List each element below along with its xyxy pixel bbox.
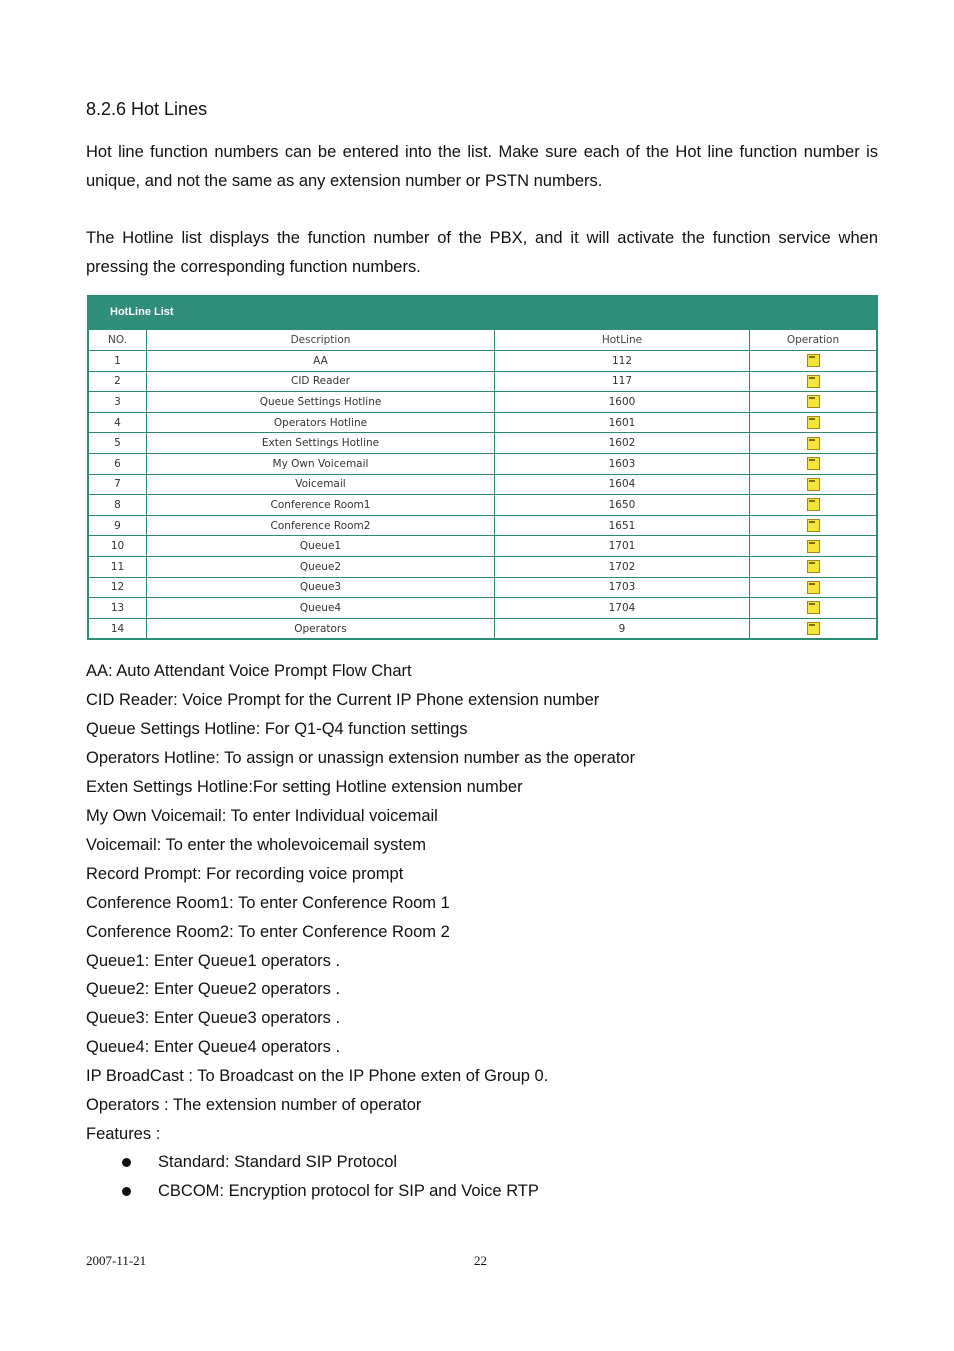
cell-hotline: 1600 (495, 392, 750, 413)
edit-icon[interactable] (807, 622, 820, 635)
cell-no: 14 (89, 618, 147, 639)
cell-no: 3 (89, 392, 147, 413)
feature-text: Standard: Standard SIP Protocol (158, 1153, 398, 1171)
cell-no: 13 (89, 598, 147, 619)
cell-description: Queue3 (147, 577, 495, 598)
cell-hotline: 1704 (495, 598, 750, 619)
edit-icon[interactable] (807, 478, 820, 491)
cell-no: 2 (89, 371, 147, 392)
table-row (89, 577, 877, 598)
edit-icon[interactable] (807, 560, 820, 573)
definitions-list (86, 657, 886, 1149)
col-header-description: Description (147, 330, 495, 351)
table-row (89, 474, 877, 495)
cell-hotline: 1701 (495, 536, 750, 557)
definition-line: Queue2: Enter Queue2 operators . (86, 980, 341, 999)
definition-line: Operators : The extension number of operator (86, 1096, 422, 1115)
cell-operation (750, 453, 877, 474)
cell-operation (750, 618, 877, 639)
edit-icon[interactable] (807, 375, 820, 388)
definition-line: Voicemail: To enter the wholevoicemail system (86, 835, 426, 854)
definition-line: Conference Room1: To enter Conference Room 1 (86, 893, 450, 912)
cell-hotline: 1604 (495, 474, 750, 495)
cell-operation (750, 598, 877, 619)
table-row (89, 371, 877, 392)
cell-no: 12 (89, 577, 147, 598)
cell-description: AA (147, 351, 495, 372)
table-row (89, 412, 877, 433)
table-row (89, 433, 877, 454)
definition-line: IP BroadCast : To Broadcast on the IP Phone exten of Group 0. (86, 1067, 549, 1086)
definition-line: Features : (86, 1125, 161, 1144)
cell-operation (750, 371, 877, 392)
table-row (89, 453, 877, 474)
definition-line: Queue Settings Hotline: For Q1-Q4 function settings (86, 719, 468, 738)
cell-no: 10 (89, 536, 147, 557)
cell-no: 5 (89, 433, 147, 454)
col-header-no: NO. (89, 330, 147, 351)
cell-operation (750, 495, 877, 516)
edit-icon[interactable] (807, 457, 820, 470)
feature-text: CBCOM: Encryption protocol for SIP and Voice RTP (158, 1182, 539, 1200)
col-header-hotline: HotLine (495, 330, 750, 351)
features-list (120, 1148, 539, 1206)
cell-description: My Own Voicemail (147, 453, 495, 474)
definition-line: Queue4: Enter Queue4 operators . (86, 1038, 341, 1057)
edit-icon[interactable] (807, 540, 820, 553)
edit-icon[interactable] (807, 354, 820, 367)
table-row (89, 392, 877, 413)
cell-hotline: 1602 (495, 433, 750, 454)
edit-icon[interactable] (807, 416, 820, 429)
cell-description: Queue Settings Hotline (147, 392, 495, 413)
cell-no: 7 (89, 474, 147, 495)
hotline-list-paragraph: The Hotline list displays the function number of the PBX, and it will activate the function service when pressing the corresponding function numbers. (86, 229, 878, 276)
cell-description: Operators Hotline (147, 412, 495, 433)
definition-line: Operators Hotline: To assign or unassign extension number as the operator (86, 748, 636, 767)
cell-operation (750, 351, 877, 372)
table-row (89, 536, 877, 557)
cell-operation (750, 392, 877, 413)
definition-line: Record Prompt: For recording voice prompt (86, 864, 404, 883)
cell-hotline: 1703 (495, 577, 750, 598)
hotline-list-table (87, 295, 878, 640)
footer-date: 2007-11-21 (86, 1253, 147, 1268)
edit-icon[interactable] (807, 581, 820, 594)
definition-line: Queue3: Enter Queue3 operators . (86, 1009, 341, 1028)
feature-item (120, 1177, 539, 1206)
col-header-operation: Operation (750, 330, 877, 351)
edit-icon[interactable] (807, 395, 820, 408)
cell-operation (750, 577, 877, 598)
cell-description: Queue2 (147, 556, 495, 577)
cell-hotline: 9 (495, 618, 750, 639)
cell-no: 6 (89, 453, 147, 474)
table-title: HotLine List (88, 296, 877, 329)
cell-description: Exten Settings Hotline (147, 433, 495, 454)
cell-operation (750, 412, 877, 433)
definition-line: AA: Auto Attendant Voice Prompt Flow Chart (86, 662, 412, 680)
cell-description: Voicemail (147, 474, 495, 495)
definition-line: Queue1: Enter Queue1 operators . (86, 951, 341, 970)
cell-description: Conference Room1 (147, 495, 495, 516)
cell-hotline: 1702 (495, 556, 750, 577)
definition-line: Conference Room2: To enter Conference Room 2 (86, 922, 450, 941)
bullet-icon (122, 1187, 131, 1196)
intro-paragraph: Hot line function numbers can be entered into the list. Make sure each of the Hot line function number is unique, and not the same as any extension number or PSTN numbers. (86, 143, 878, 190)
cell-no: 4 (89, 412, 147, 433)
cell-hotline: 1603 (495, 453, 750, 474)
edit-icon[interactable] (807, 601, 820, 614)
cell-hotline: 112 (495, 351, 750, 372)
table-row (89, 556, 877, 577)
cell-no: 11 (89, 556, 147, 577)
cell-hotline: 1650 (495, 495, 750, 516)
edit-icon[interactable] (807, 519, 820, 532)
page-number: 22 (474, 1253, 487, 1268)
cell-description: Queue1 (147, 536, 495, 557)
table-row (89, 618, 877, 639)
edit-icon[interactable] (807, 498, 820, 511)
bullet-icon (122, 1158, 131, 1167)
cell-operation (750, 556, 877, 577)
cell-no: 9 (89, 515, 147, 536)
cell-no: 8 (89, 495, 147, 516)
edit-icon[interactable] (807, 437, 820, 450)
cell-hotline: 1601 (495, 412, 750, 433)
cell-description: CID Reader (147, 371, 495, 392)
cell-description: Queue4 (147, 598, 495, 619)
section-title: 8.2.6 Hot Lines (86, 99, 208, 119)
feature-item (120, 1148, 539, 1177)
cell-description: Conference Room2 (147, 515, 495, 536)
cell-no: 1 (89, 351, 147, 372)
cell-hotline: 1651 (495, 515, 750, 536)
cell-description: Operators (147, 618, 495, 639)
cell-operation (750, 536, 877, 557)
definition-line: CID Reader: Voice Prompt for the Current IP Phone extension number (86, 690, 600, 709)
table-row (89, 351, 877, 372)
table-header-row (89, 330, 877, 351)
cell-operation (750, 515, 877, 536)
cell-operation (750, 474, 877, 495)
definition-line: Exten Settings Hotline:For setting Hotline extension number (86, 777, 523, 796)
definition-line: My Own Voicemail: To enter Individual voicemail (86, 806, 438, 825)
table-row (89, 515, 877, 536)
cell-hotline: 117 (495, 371, 750, 392)
table-row (89, 598, 877, 619)
cell-operation (750, 433, 877, 454)
table-row (89, 495, 877, 516)
